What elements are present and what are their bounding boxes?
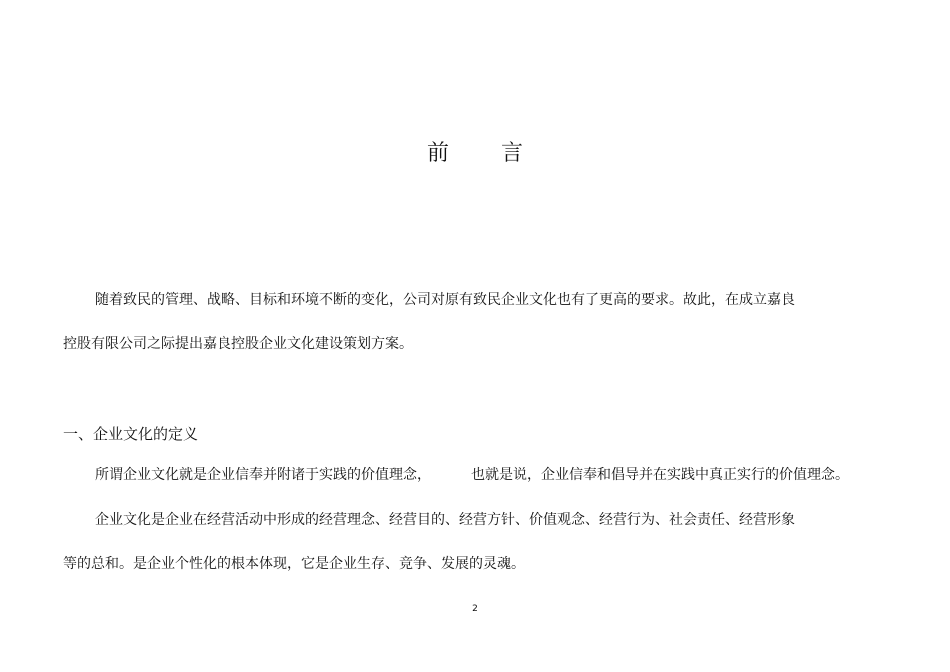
title-char-1: 前 [426,141,449,166]
intro-line-1: 随着致民的管理、战略、目标和环境不断的变化，公司对原有致民企业文化也有了更高的要求。故此，在成立嘉良 [95,292,795,308]
definition-para-2-line-2: 等的总和。是企业个性化的根本体现，它是企业生存、竞争、发展的灵魂。 [63,556,525,572]
title-char-2: 言 [501,141,524,166]
definition-para-1-part-1: 所谓企业文化就是企业信奉并附诸于实践的价值理念， [95,467,431,483]
definition-para-2-line-1: 企业文化是企业在经营活动中形成的经营理念、经营目的、经营方针、价值观念、经营行为、社会责任、经营形象 [95,512,795,528]
definition-para-1-part-2: 也就是说，企业信奉和倡导并在实践中真正实行的价值理念。 [471,467,849,483]
intro-line-2: 控股有限公司之际提出嘉良控股企业文化建设策划方案。 [63,336,413,352]
page-number: 2 [472,604,478,614]
section-heading: 一、企业文化的定义 [63,425,199,443]
page-title [0,136,950,167]
